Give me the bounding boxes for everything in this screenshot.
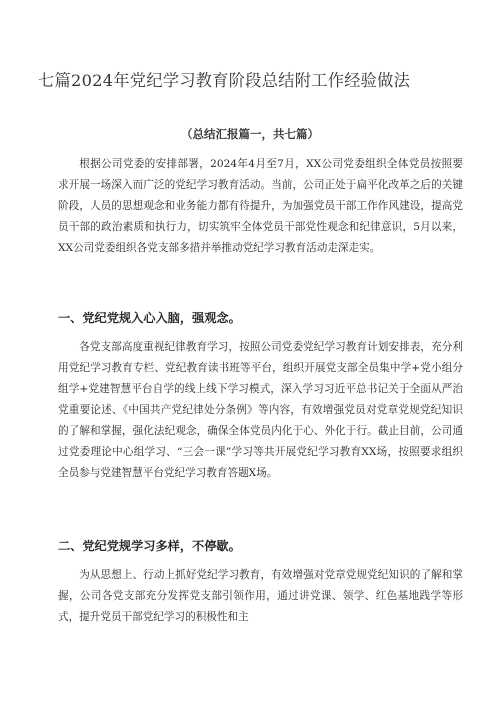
document-title: 七篇2024年党纪学习教育阶段总结附工作经验做法 [38,71,411,90]
intro-paragraph: 根据公司党委的安排部署，2024年4月至7月，XX公司党委组织全体党员按照要求开展一场深入而广泛的党纪学习教育活动。当前，公司正处于扁平化改革之后的关键阶段，人员的思想观念和业务能力都有待提升，为加强党员干部工作作风建设，提高党员干部的政治素质和执行力，切实筑牢全体党员干部党性观念和纪律意识，5月以来，XX公司党委组织各党支部多措并举推动党纪学习教育活动走深走实。 [58,158,463,254]
section-1-paragraph: 各党支部高度重视纪律教育学习，按照公司党委党纪学习教育计划安排表，充分利用党纪学习教育专栏、党纪教育读书班等平台，组织开展党支部全员集中学+党小组分组学+党建智慧平台自学的线上线下学习模式，深入学习习近平总书记关于全面从严治党重要论述、《中国共产党纪律处分条例》等内容，有效增强党员对党章党规党纪知识的了解和掌握，强化法纪观念，确保全体党员内化于心、外化于行。截止目前，公司通过党委理论中心组学习、“三会一课”学习等共开展党纪学习教育XX场，按照要求组织全员参与党建智慧平台党纪学习教育答题X场。 [58,341,463,479]
section-2-paragraph: 为从思想上、行动上抓好党纪学习教育，有效增强对党章党规党纪知识的了解和掌握，公司各党支部充分发挥党支部引领作用，通过讲党课、领学、红色基地践学等形式，提升党员干部党纪学习的积极性和主 [58,569,463,623]
section-heading-1: 一、党纪党规入心入脑，强观念。 [58,311,241,325]
section-heading-2: 二、党纪党规学习多样，不停歇。 [58,539,241,553]
document-subtitle: （总结汇报篇一，共七篇） [181,127,319,141]
